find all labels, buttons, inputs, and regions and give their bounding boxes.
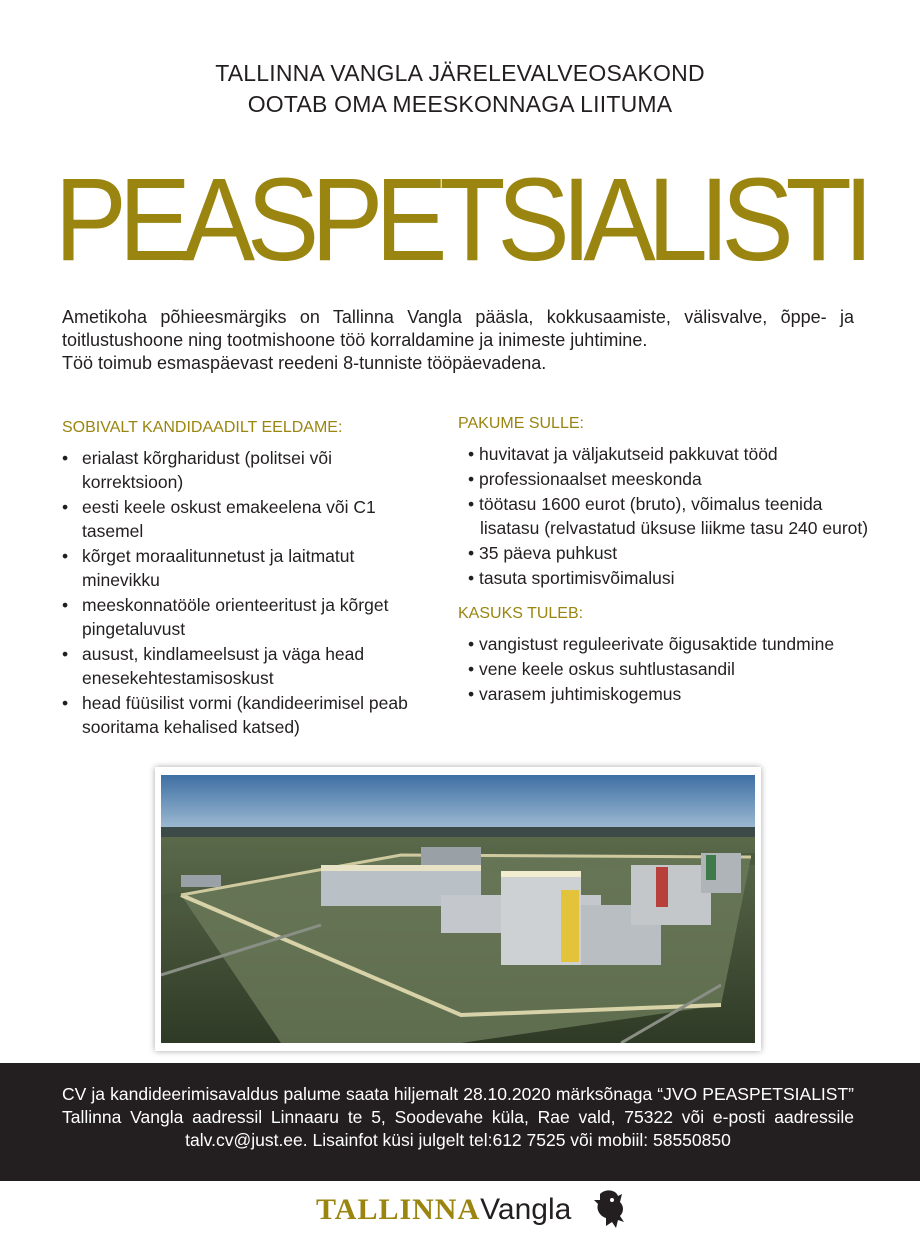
list-item: • varasem juhtimiskogemus — [468, 684, 682, 704]
list-item: • meeskonnatööle orienteeritust ja kõrget pingetaluvust — [62, 595, 389, 639]
header — [0, 58, 920, 120]
intro-schedule: Töö toimub esmaspäevast reedeni 8-tunniste tööpäevadena. — [62, 353, 547, 373]
list-item: • kõrget moraalitunnetust ja laitmatut minevikku — [62, 546, 355, 590]
offer-section — [458, 414, 878, 720]
bullet-icon: • — [62, 448, 69, 468]
list-item: • huvitavat ja väljakutseid pakkuvat tööd — [468, 444, 778, 464]
requirements-list — [62, 446, 422, 739]
list-item: • vene keele oskus suhtlustasandil — [468, 659, 735, 679]
list-item: • ausust, kindlameelsust ja väga head enesekehtestamisoskust — [62, 644, 365, 688]
tallinna-vangla-logo — [316, 1186, 636, 1234]
list-item: • eesti keele oskust emakeelena või C1 tasemel — [62, 497, 376, 541]
page-title: PEASPETSIALISTI — [54, 154, 866, 286]
list-item: • tasuta sportimisvõimalusi — [468, 568, 675, 588]
intro-paragraph: Ametikoha põhieesmärgiks on Tallinna Vangla pääsla, kokkusaamiste, välisvalve, õppe- ja toitlustushoone ning tootmishoone töö korraldamine ja inimeste juhtimine. — [62, 307, 854, 350]
list-item: • 35 päeva puhkust — [468, 543, 618, 563]
bullet-icon: • — [62, 693, 69, 713]
intro — [62, 306, 854, 375]
offer-list — [458, 442, 878, 590]
header-line-2: OOTAB OMA MEESKONNAGA LIITUMA — [247, 91, 673, 117]
prison-aerial-image — [161, 775, 755, 1043]
prison-photo — [155, 767, 761, 1051]
footer-contact-text: CV ja kandideerimisavaldus palume saata hiljemalt 28.10.2020 märksõnaga “JVO PEASPETSIALIST” Tallinna Vangla aadressil Linnaaru te 5, Soodevahe küla, Rae vald, 75322 või e-posti aadressile talv.cv@just.ee. Lisainfot küsi julgelt tel:612 7525 või mobiil: 58550850 — [62, 1084, 854, 1150]
bullet-icon: • — [62, 497, 69, 517]
advantage-list — [458, 632, 878, 706]
header-line-1: TALLINNA VANGLA JÄRELEVALVEOSAKOND — [215, 60, 705, 86]
list-item: • head füüsilist vormi (kandideerimisel peab sooritama kehalised katsed) — [62, 693, 408, 737]
requirements-heading: SOBIVALT KANDIDAADILT EELDAME: — [62, 419, 343, 436]
lion-crest-icon — [592, 1188, 628, 1230]
list-item: • töötasu 1600 eurot (bruto), võimalus teenida lisatasu (relvastatud üksuse liikme tasu 240 eurot) — [468, 494, 869, 538]
list-item: • vangistust reguleerivate õigusaktide tundmine — [468, 634, 835, 654]
bullet-icon: • — [62, 644, 69, 664]
bullet-icon: • — [62, 546, 69, 566]
logo-wordmark — [316, 1190, 571, 1230]
offer-heading: PAKUME SULLE: — [458, 415, 584, 432]
requirements-section — [62, 418, 422, 740]
logo-part-2: Vangla — [480, 1193, 572, 1226]
advantage-heading: KASUKS TULEB: — [458, 605, 584, 622]
footer-band — [0, 1063, 920, 1181]
list-item: • professionaalset meeskonda — [468, 469, 702, 489]
list-item: • erialast kõrgharidust (politsei või korrektsioon) — [62, 448, 332, 492]
logo-part-1: TALLINNA — [316, 1193, 481, 1226]
bullet-icon: • — [62, 595, 69, 615]
